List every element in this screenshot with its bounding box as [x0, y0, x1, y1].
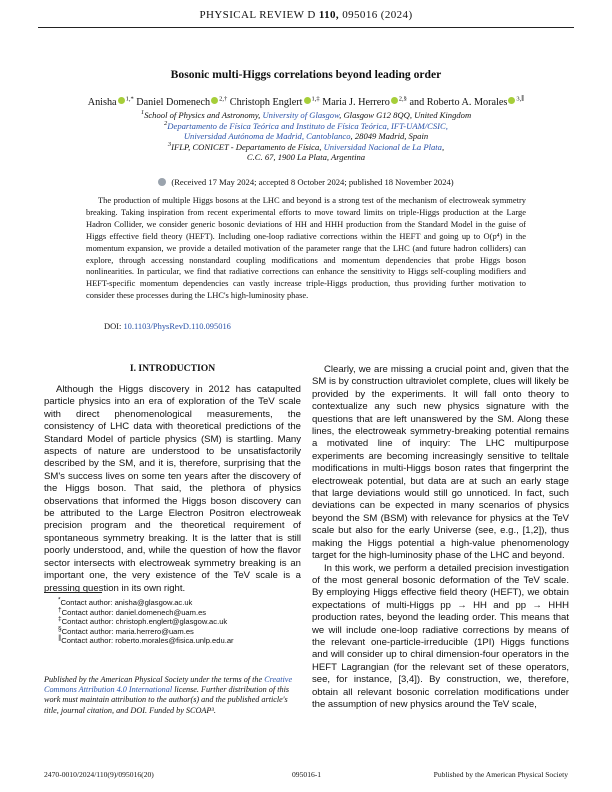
- author-morales[interactable]: Roberto A. Morales $^{3,\parallel}$: [426, 95, 525, 108]
- affiliation-2: $^2$Departamento de Física Teórica and Instituto de Física Teórica, IFT-UAM/CSIC,: [164, 119, 448, 131]
- footnotes: [44, 598, 301, 646]
- author-herrero[interactable]: Maria J. Herrero $^{2,\S}$: [322, 95, 407, 108]
- journal-name: PHYSICAL REVIEW D: [199, 9, 316, 21]
- affiliation-3-cont: C.C. 67, 1900 La Plata, Argentina: [246, 152, 366, 163]
- doi-label: DOI:: [104, 321, 122, 331]
- author-list: [0, 97, 612, 108]
- orcid-icon[interactable]: [508, 97, 515, 104]
- footnote: §Contact author: maria.herrero@uam.es: [58, 625, 194, 636]
- author-domenech[interactable]: Daniel Domenech $^{2,\dagger}$: [136, 95, 228, 108]
- author-anisha[interactable]: Anisha $^{1,*}$: [87, 95, 134, 108]
- journal-volume: 110,: [318, 9, 340, 21]
- license-notice: Published by the American Physical Society under the terms of the Creative Commons Attribution 4.0 International license. Further distribution of this work must maintain attribution to the author(s) and the published article's title, journal citation, and DOI. Funded by SCOAP³.: [44, 675, 293, 715]
- paragraph: In this work, we perform a detailed precision investigation of the most general bosonic deformation of the TeV scale. By employing Higgs effective field theory (HEFT), we obtain expectations of multi-Higgs pp → HH and pp → HHH production rates, beyond the leading order. This means that we will include one-loop radiative corrections by means of the relevant one-particle-irreducible (1PI) Higgs functions and will consider up to chiral dimension-four operators in the HEFT Lagrangian (for the relevant set of these operators, see, for instance, [3,4]). By construction, we, therefore, obtain all relevant bosonic correlation modifications under the assumption of new physics around the TeV scale,: [312, 562, 569, 710]
- affiliations: [60, 110, 552, 163]
- footnote-rule: [44, 592, 102, 593]
- footnote: ‡Contact author: christoph.englert@glasgow.ac.uk: [58, 615, 228, 627]
- footer-page: 095016-1: [292, 770, 322, 779]
- affiliation-3: $^3$IFLP, CONICET - Departamento de Física, Universidad Nacional de La Plata,: [167, 140, 445, 152]
- affiliation-1: $^1$School of Physics and Astronomy, University of Glasgow, Glasgow G12 8QQ, United Kingdom: [140, 109, 472, 120]
- license-link[interactable]: Creative Commons Attribution 4.0 International: [44, 675, 293, 695]
- author-englert[interactable]: Christoph Englert $^{1,\ddagger}$: [229, 95, 320, 108]
- orcid-icon[interactable]: [118, 97, 125, 104]
- orcid-icon[interactable]: [391, 97, 398, 104]
- affiliation-2-cont: Universidad Autónoma de Madrid, Cantoblanco, 28049 Madrid, Spain: [183, 131, 429, 142]
- orcid-icon[interactable]: [211, 97, 218, 104]
- doi-link[interactable]: 10.1103/PhysRevD.110.095016: [123, 321, 231, 331]
- header-rule: [38, 27, 574, 28]
- footer-publisher: Published by the American Physical Society: [433, 770, 568, 779]
- right-column-body: [312, 364, 569, 711]
- footnote: ∥Contact author: roberto.morales@fisica.unlp.edu.ar: [58, 634, 234, 646]
- journal-header: [0, 9, 612, 21]
- section-heading: I. INTRODUCTION: [129, 363, 216, 374]
- publication-dates: (Received 17 May 2024; accepted 8 October 2024; published 18 November 2024): [0, 177, 612, 187]
- affiliation-link[interactable]: Universidad Autónoma de Madrid, Cantoblanco: [183, 131, 351, 142]
- doi-line: [104, 321, 231, 331]
- paper-title: Bosonic multi-Higgs correlations beyond leading order: [170, 68, 442, 81]
- affiliation-link[interactable]: University of Glasgow: [262, 110, 340, 120]
- check-for-updates-icon[interactable]: [158, 178, 166, 186]
- abstract-text: The production of multiple Higgs bosons at the LHC and beyond is a strong test of the mechanism of electroweak symmetry breaking. Taking inspiration from recent experimental efforts to move toward limits on triple-Higgs production at the Large Hadron Collider, we consider generic bosonic deviations of HH and HHH production from the Standard Model in the guise of Higgs effective field theory (HEFT). Including one-loop radiative corrections within the HEFT and going up to O(p⁴) in the momentum expansion, we provide a detailed motivation of the parameter range that the LHC (and future hadron colliders) can explore, through accessing nonstandard coupling modifications and momentum dependencies that probe Higgs boson nonlinearities. In particular, we find that radiative corrections can enhance the sensitivity to Higgs self-coupling modifiers and HEFT-specific momentum dependencies can vastly increase triple-Higgs production, thus providing further motivation to consider these processes during the LHC's high-luminosity phase.: [86, 195, 526, 301]
- footer-issn: 2470-0010/2024/110(9)/095016(20): [44, 770, 154, 779]
- affiliation-link[interactable]: Departamento de Física Teórica and Instituto de Física Teórica, IFT-UAM/CSIC,: [167, 120, 448, 131]
- authors-and: and: [409, 97, 425, 108]
- article-id: 095016 (2024): [342, 9, 413, 21]
- intro-paragraph: Although the Higgs discovery in 2012 has catapulted particle physics into an era of exploration of the TeV scale with direct phenomenological measurements, the consistency of LHC data with theoretical predictions of the Standard Model of particle physics (SM) is startling. Many aspects of nature are understood to be unsatisfactorily described by the SM, and it is, therefore, surprising that the SM's success lives on some ten years after the discovery of the Higgs boson. That said, the plethora of physics observations that informed the Higgs boson discovery can be attributed to the Large Electron Positron electroweak precision program and the theoretical requirement of spontaneous symmetry breaking. It is the latter that is still poorly understood, and, while the question of how the flavor sector intersects with electroweak symmetry breaking is an important one, the very existence of the TeV scale is a pressing question in its own right.: [44, 384, 301, 594]
- affiliation-link[interactable]: Universidad Nacional de La Plata: [323, 141, 442, 152]
- footnote: *Contact author: anisha@glasgow.ac.uk: [58, 596, 193, 607]
- paragraph: Clearly, we are missing a crucial point and, given that the SM is by construction ultraviolet complete, clues will likely be provided by the experiments. It will fall onto theory to contextualize any such new physics signature with the questions that are left unanswered by the SM. Along these lines, the electroweak symmetry-breaking potential remains a motivated line of inquiry: The LHC multipurpose experiments are becoming increasingly sensitive to telltale modifications in multi-Higgs boson rates that fingerprint the electroweak potential, but data are at such an early stage that large deviations would still go unnoticed. In fact, such deviations can be expected in many scenarios of physics beyond the SM (BSM) with relevance for physics at the TeV scale but also for the early Universe (see, e.g., [1,2]), thus making the Higgs potential a high-value phenomenology target for the high-luminosity phase of the LHC and beyond.: [312, 364, 569, 562]
- abstract: [86, 195, 526, 302]
- footnote: †Contact author: daniel.domenech@uam.es: [58, 606, 207, 617]
- left-column-body: [44, 384, 301, 595]
- orcid-icon[interactable]: [304, 97, 311, 104]
